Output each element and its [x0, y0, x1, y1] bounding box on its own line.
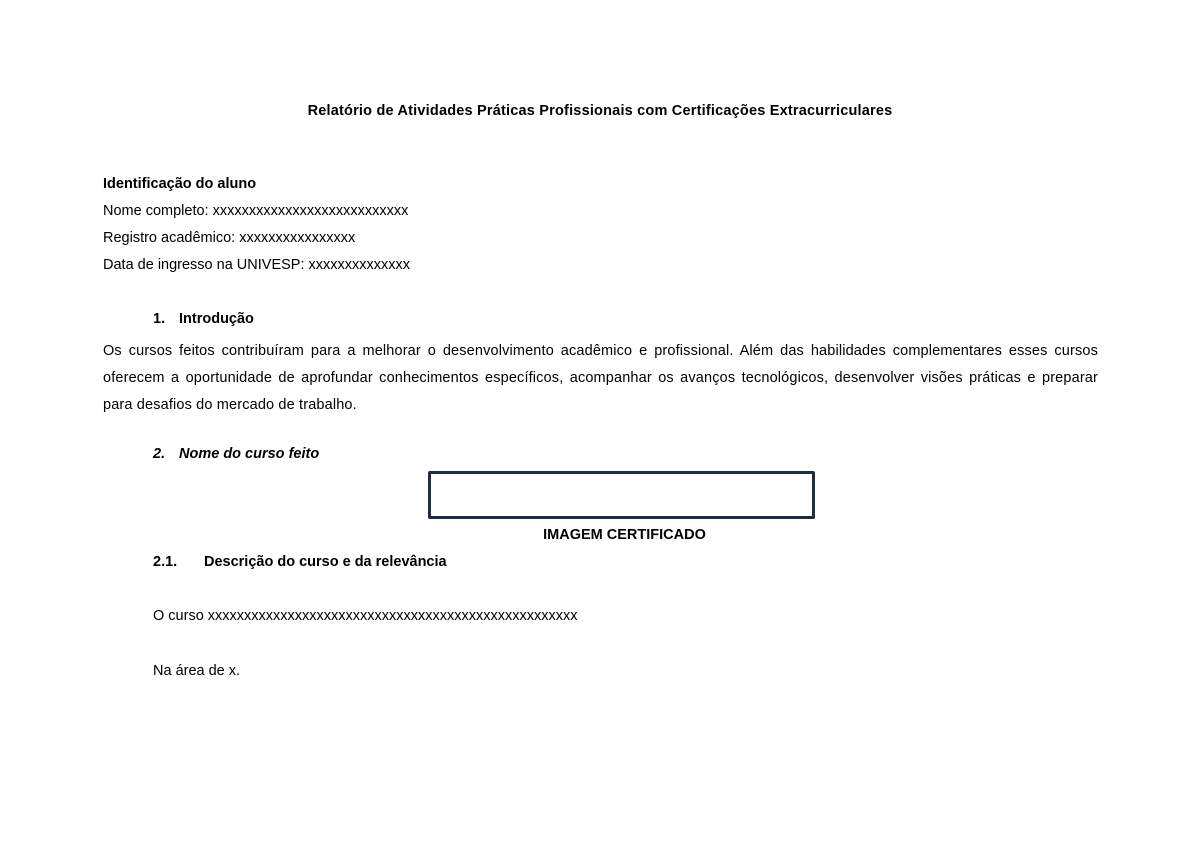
academic-registry-line: Registro acadêmico: xxxxxxxxxxxxxxxx [103, 230, 356, 246]
section-2-1-title: Descrição do curso e da relevância [204, 554, 447, 570]
section-1-number: 1. [153, 311, 166, 327]
section-2-heading [153, 446, 319, 462]
section-1-heading [153, 311, 254, 327]
certificate-image-placeholder [428, 471, 815, 519]
document-title: Relatório de Atividades Práticas Profissionais com Certificações Extracurriculares [307, 103, 893, 119]
certificate-image-label: IMAGEM CERTIFICADO [543, 527, 706, 543]
identification-heading: Identificação do aluno [103, 176, 257, 192]
introduction-paragraph: Os cursos feitos contribuíram para a melhorar o desenvolvimento acadêmico e profissional. Além das habilidades complementares esses cursos oferecem a oportunidade de aprofundar conhecimentos específicos, acompanhar os avanços tecnológicos, desenvolver visões práticas e preparar para desafios do mercado de trabalho. [103, 343, 1098, 413]
section-2-1-heading [153, 554, 447, 570]
section-2-title: Nome do curso feito [179, 446, 320, 462]
full-name-line: Nome completo: xxxxxxxxxxxxxxxxxxxxxxxxxxx [103, 203, 409, 219]
entry-date-line: Data de ingresso na UNIVESP: xxxxxxxxxxxxxx [103, 257, 411, 273]
course-description-line: O curso xxxxxxxxxxxxxxxxxxxxxxxxxxxxxxxxxxxxxxxxxxxxxxxxxxx [153, 608, 578, 624]
section-2-1-number: 2.1. [153, 554, 178, 570]
section-1-title: Introdução [179, 311, 254, 327]
course-area-line: Na área de x. [153, 663, 241, 679]
section-2-number: 2. [153, 446, 166, 462]
